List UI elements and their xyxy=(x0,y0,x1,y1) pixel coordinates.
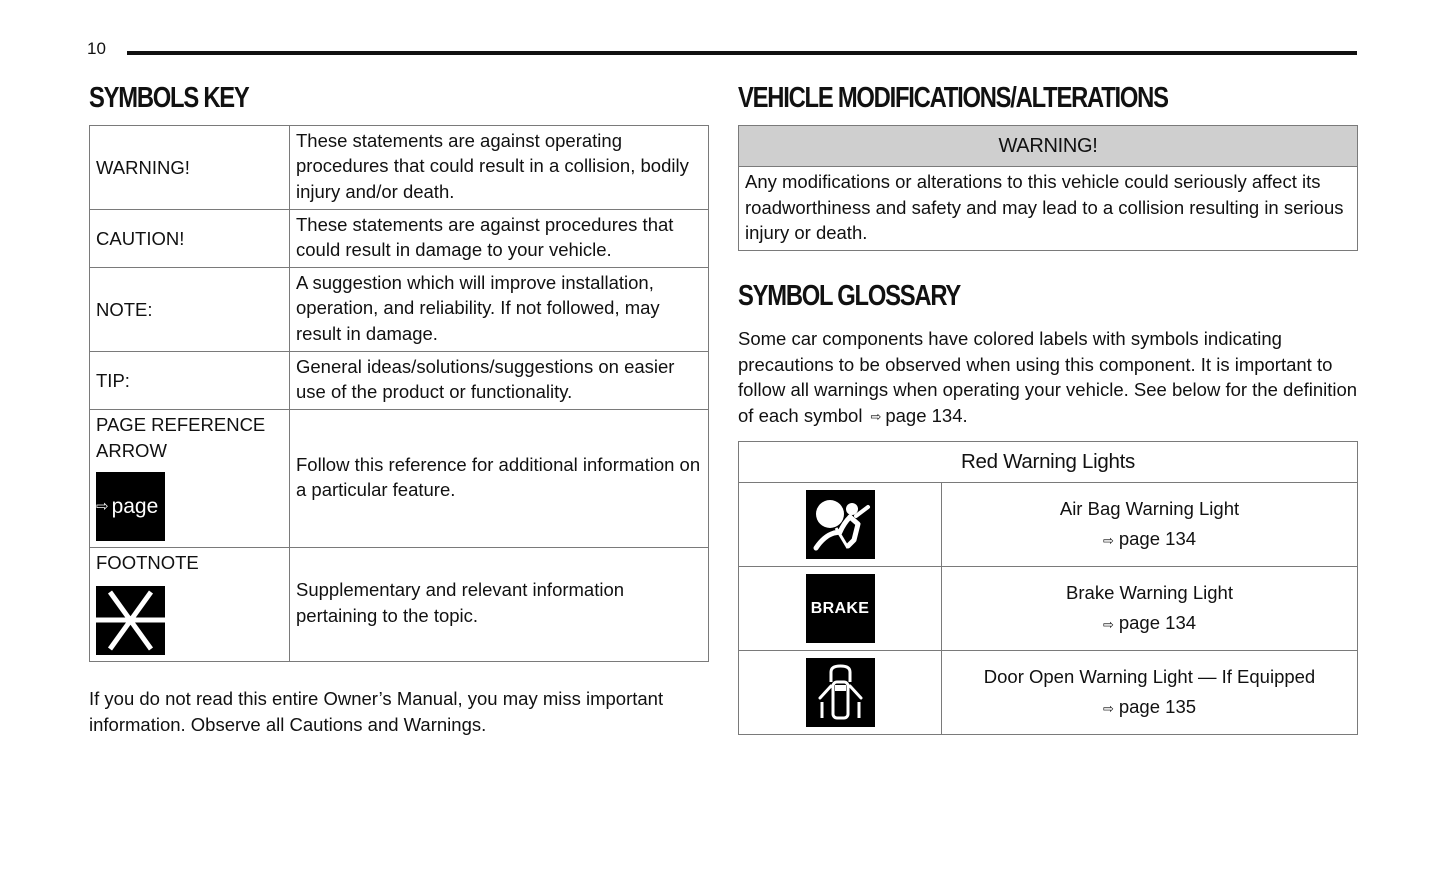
brake-icon-text: BRAKE xyxy=(810,599,870,617)
page-reference-arrow-icon xyxy=(96,472,165,541)
light-name: Door Open Warning Light — If Equipped xyxy=(983,665,1316,687)
table-row xyxy=(90,126,709,210)
definition-cell: These statements are against procedures that could result in damage to your vehicle. xyxy=(290,210,709,268)
term-label: FOOTNOTE xyxy=(96,552,199,573)
page-ref-arrow-icon: ⇨ xyxy=(1102,616,1114,632)
table-row xyxy=(739,483,1358,567)
table-row xyxy=(90,210,709,268)
arrow-icon: ⇨ xyxy=(96,497,109,515)
term-cell: TIP: xyxy=(90,352,290,410)
red-warning-lights-table xyxy=(738,441,1358,735)
definition-cell: Supplementary and relevant information pertaining to the topic. xyxy=(290,548,709,662)
footer-note: If you do not read this entire Owner’s Manual, you may miss important information. Observe all Cautions and Warnings. xyxy=(89,688,664,735)
term-cell: WARNING! xyxy=(90,126,290,210)
table-row xyxy=(90,548,709,662)
page-ref-arrow-icon: ⇨ xyxy=(870,408,882,424)
brake-warning-icon xyxy=(806,574,875,643)
light-name: Air Bag Warning Light xyxy=(1059,497,1240,519)
page-ref-link[interactable]: page 135 xyxy=(1118,695,1197,717)
light-description xyxy=(942,651,1358,735)
definition-cell: A suggestion which will improve installation, operation, and reliability. If not followed, may result in damage. xyxy=(290,268,709,352)
table-row xyxy=(739,567,1358,651)
symbols-key-heading: SYMBOLS KEY xyxy=(89,82,249,114)
term-cell: CAUTION! xyxy=(90,210,290,268)
footnote-asterisk-icon xyxy=(96,586,165,655)
page-ref-link[interactable]: page 134 xyxy=(1118,527,1197,549)
term-label: PAGE REFERENCE ARROW xyxy=(96,414,266,461)
table-row xyxy=(90,410,709,548)
term-cell xyxy=(90,410,290,548)
air-bag-warning-icon xyxy=(806,490,875,559)
glossary-intro xyxy=(738,326,1363,429)
light-name: Brake Warning Light xyxy=(1066,581,1233,603)
table-row xyxy=(739,651,1358,735)
page-ref[interactable] xyxy=(943,692,1356,724)
symbol-glossary-heading: SYMBOL GLOSSARY xyxy=(738,280,961,312)
table-title: Red Warning Lights xyxy=(739,442,1358,483)
term-cell xyxy=(90,548,290,662)
table-row xyxy=(90,352,709,410)
intro-text: Some car components have colored labels with symbols indicating precautions to be observed when using this component. It is important to follow all warnings when operating your vehicle. See below for the definition of each symbol xyxy=(738,328,1358,426)
page-ref[interactable] xyxy=(943,608,1356,640)
header-rule xyxy=(127,51,1357,55)
light-description xyxy=(942,483,1358,567)
symbols-key-table xyxy=(89,125,709,662)
vehicle-modifications-heading: VEHICLE MODIFICATIONS/ALTERATIONS xyxy=(738,82,1168,114)
warning-box xyxy=(738,125,1358,251)
definition-cell: Follow this reference for additional information on a particular feature. xyxy=(290,410,709,548)
page-ref[interactable] xyxy=(943,524,1356,556)
icon-text: page xyxy=(111,494,159,518)
definition-cell: General ideas/solutions/suggestions on easier use of the product or functionality. xyxy=(290,352,709,410)
page-ref-arrow-icon: ⇨ xyxy=(1102,532,1114,548)
definition-cell: These statements are against operating procedures that could result in a collision, bodily injury and/or death. xyxy=(290,126,709,210)
page-ref-link[interactable]: page 134. xyxy=(885,404,968,426)
page-ref-link[interactable]: page 134 xyxy=(1118,611,1197,633)
page-ref-arrow-icon: ⇨ xyxy=(1102,700,1114,716)
warning-text: Any modifications or alterations to this vehicle could seriously affect its roadworthiness and safety and may lead to a collision resulting in serious injury or death. xyxy=(739,167,1358,251)
table-row xyxy=(90,268,709,352)
door-open-warning-icon xyxy=(806,658,875,727)
light-description xyxy=(942,567,1358,651)
page-number: 10 xyxy=(87,39,106,58)
term-cell: NOTE: xyxy=(90,268,290,352)
warning-label: WARNING! xyxy=(739,126,1358,167)
